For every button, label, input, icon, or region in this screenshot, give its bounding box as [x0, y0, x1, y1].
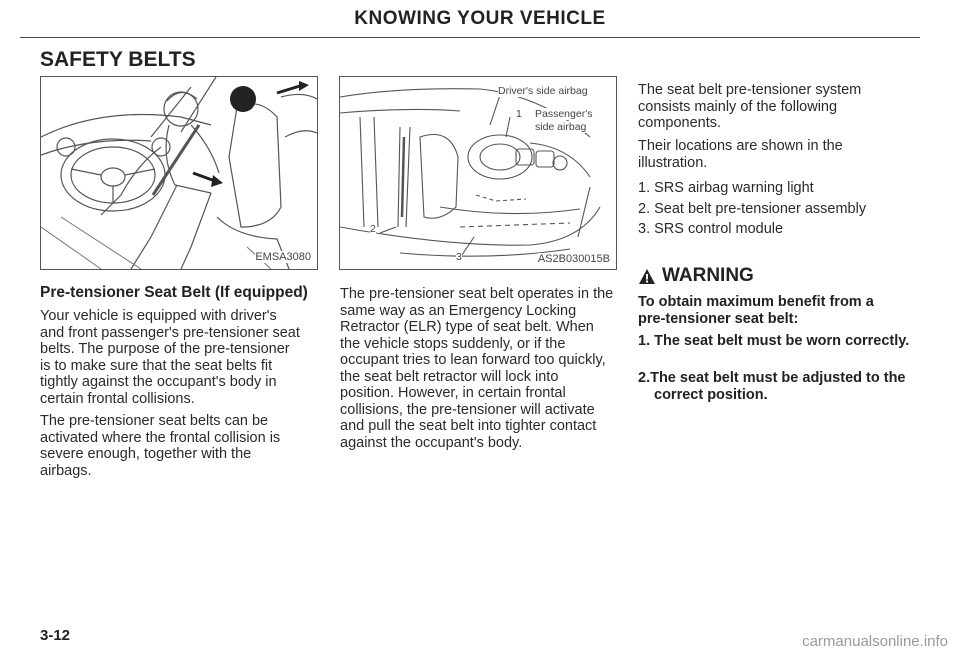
warning-item: 2.The seat belt must be adjusted to the correct position.: [638, 370, 906, 403]
list-item: 2. Seat belt pre-tensioner assembly: [638, 200, 867, 217]
callout-passengers-airbag-line2: side airbag: [535, 121, 587, 133]
callout-number-1: 1: [516, 108, 522, 120]
subheading-pretensioner: Pre-tensioner Seat Belt (If equipped): [40, 284, 308, 301]
callout-number-2: 2: [370, 223, 376, 235]
components-list: [638, 180, 898, 242]
warning-heading: [638, 265, 754, 287]
paragraph-locations: Their locations are shown in the illustration.: [638, 138, 843, 171]
warning-intro: To obtain maximum benefit from a pre-tensioner seat belt:: [638, 294, 874, 327]
figure-code: EMSA3080: [255, 251, 311, 263]
warning-heading-text: WARNING: [662, 265, 754, 286]
paragraph-system-components: The seat belt pre-tensioner system consists mainly of the following components.: [638, 82, 862, 131]
paragraph-pretensioner-activation: The pre-tensioner seat belts can be activated where the frontal collision is severe enough, together with the airbags.: [40, 413, 281, 479]
list-item: 3. SRS control module: [638, 221, 784, 237]
occupant-illustration: [41, 77, 317, 269]
callout-drivers-airbag: Driver's side airbag: [498, 85, 588, 97]
page-number: 3-12: [40, 627, 71, 644]
paragraph-pretensioner-operation: The pre-tensioner seat belt operates in the same way as an Emergency Locking Retractor (ELR) type of seat belt. When the vehicle stops suddenly, or if the occupant tries to lean forward too quickly, the seat belt retractor will lock into position. However, in certain frontal collisions, the pre-tensioner will activate and pull the seat belt into tighter contact against the occupant's body.: [340, 286, 614, 451]
figure-code: AS2B030015B: [537, 253, 610, 265]
warning-item: 1. The seat belt must be worn correctly.: [638, 333, 910, 349]
figure-occupant-illustration: [40, 76, 318, 270]
section-title: SAFETY BELTS: [40, 48, 196, 71]
warning-icon: [638, 268, 656, 285]
component-locations-illustration: [340, 77, 616, 269]
figure-component-locations: [339, 76, 617, 270]
page-header-title: KNOWING YOUR VEHICLE: [354, 8, 606, 29]
list-item: 1. SRS airbag warning light: [638, 180, 814, 196]
paragraph-pretensioner-purpose: Your vehicle is equipped with driver's and front passenger's pre-tensioner seat belts. The purpose of the pre-tensioner is to make sure that the seat belts fit tightly against the occupant's body in certain frontal collisions.: [40, 308, 300, 407]
header-divider: [20, 37, 920, 38]
watermark-text: carmanualsonline.info: [802, 633, 948, 650]
callout-passengers-airbag-line1: Passenger's: [535, 108, 593, 120]
callout-number-3: 3: [456, 251, 462, 263]
